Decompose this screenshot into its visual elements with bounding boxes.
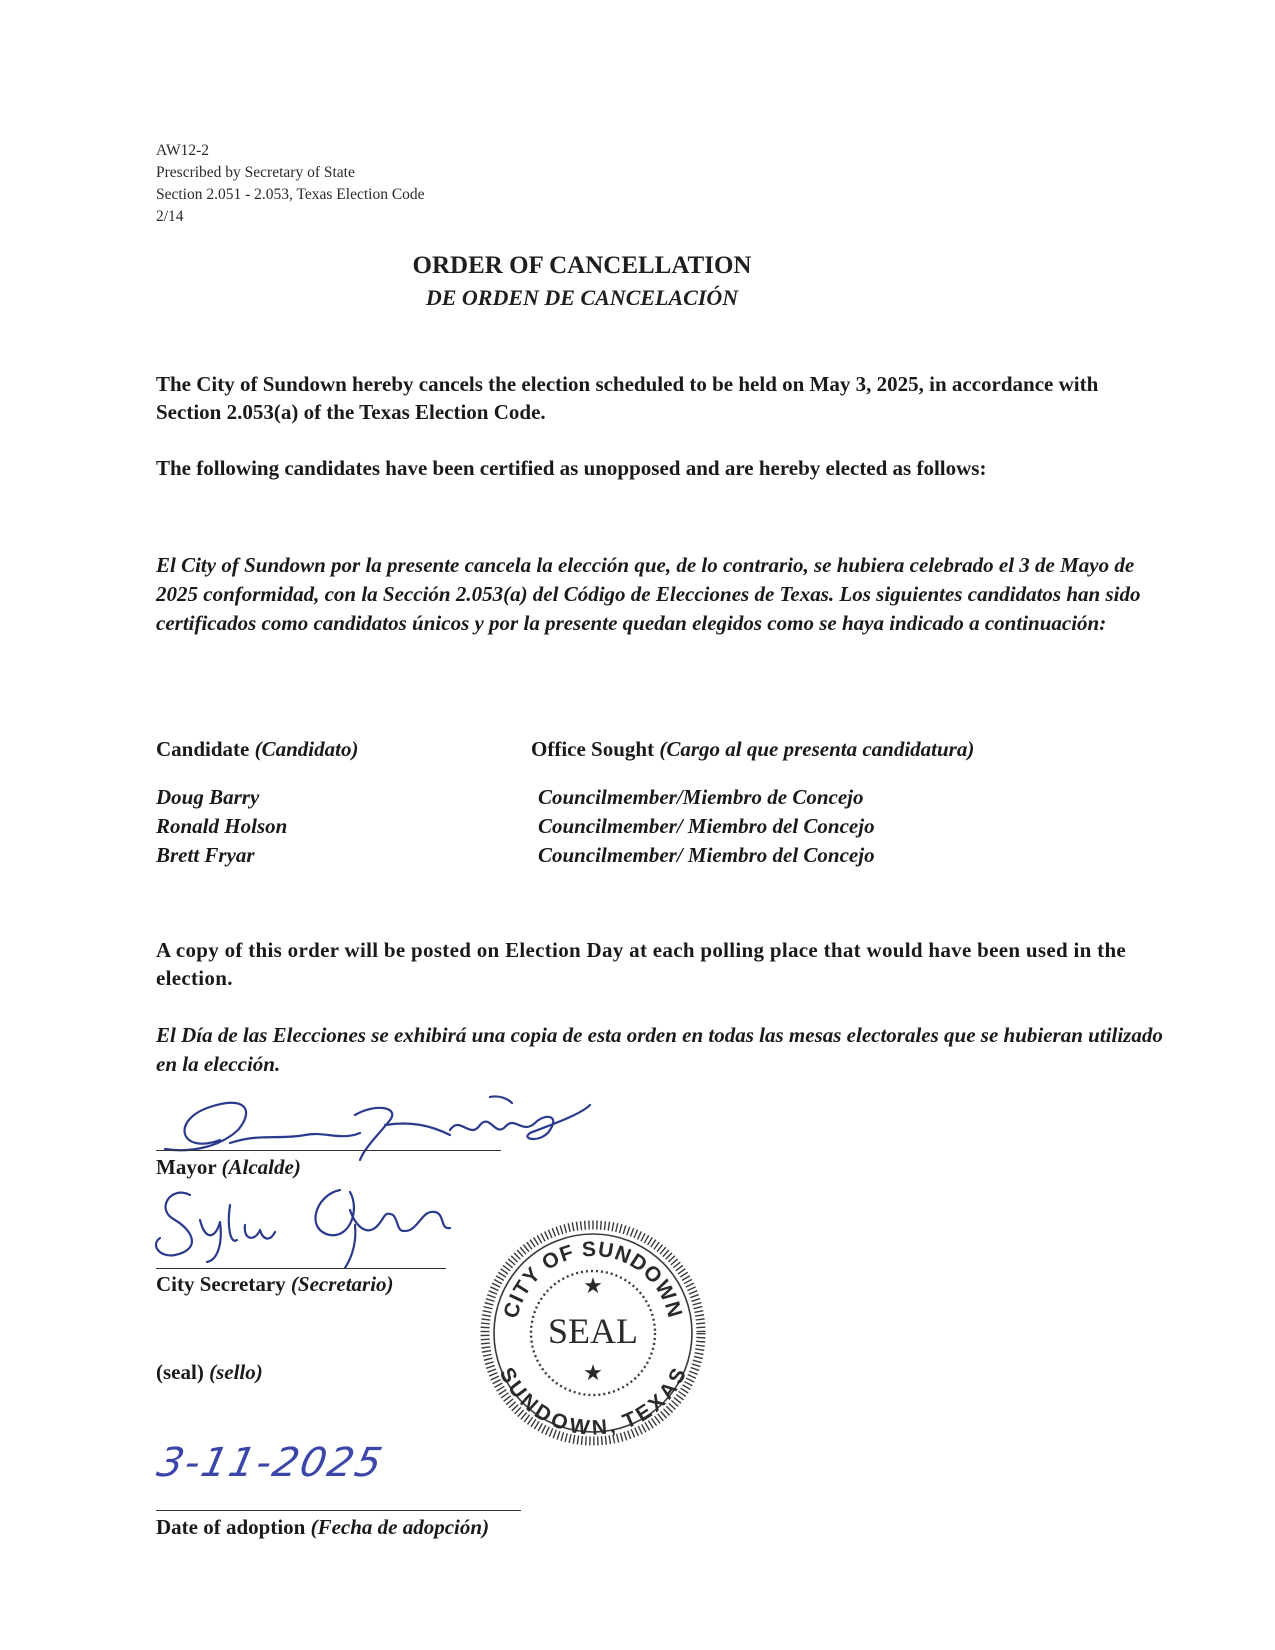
mayor-label-en: Mayor [156, 1155, 217, 1179]
date-label-es: (Fecha de adopción) [310, 1515, 490, 1539]
spanish-posting-notice: El Día de las Elecciones se exhibirá una copia de esta orden en todas las mesas electorales que se hubieran utilizado en la elección. [156, 1023, 1163, 1076]
handwritten-date: 3-11-2025 [153, 1440, 388, 1486]
office-header-en: Office Sought [531, 737, 655, 761]
posting-notice: A copy of this order will be posted on Election Day at each polling place that would have been used in the election. [156, 938, 1127, 990]
candidate-name: Brett Fryar [156, 843, 255, 867]
candidate-column-header [156, 737, 358, 762]
office-column-header [531, 737, 974, 762]
date-signature-line [156, 1510, 521, 1511]
candidate-office: Councilmember/ Miembro del Concejo [538, 814, 875, 838]
city-seal-stamp [478, 1218, 708, 1448]
office-header-es: (Cargo al que presenta candidatura) [659, 737, 975, 761]
candidate-office: Councilmember/ Miembro del Concejo [538, 843, 875, 867]
cancellation-statement: The City of Sundown hereby cancels the election scheduled to be held on May 3, 2025, in accordance with Section 2.053(a) of the Texas Election Code. [156, 372, 1099, 424]
seal-top-text: CITY OF SUNDOWN [499, 1237, 687, 1321]
candidate-header-es: (Candidato) [254, 737, 359, 761]
secretary-label [156, 1272, 394, 1297]
certification-statement: The following candidates have been certified as unopposed and are hereby elected as follows: [156, 456, 987, 480]
document-title: ORDER OF CANCELLATION [412, 252, 752, 279]
candidate-header-en: Candidate [156, 737, 250, 761]
seal-bottom-text: SUNDOWN, TEXAS [494, 1363, 692, 1440]
form-number: AW12-2 [156, 142, 209, 159]
form-code-section: Section 2.051 - 2.053, Texas Election Code [156, 186, 425, 203]
document-subtitle: DE ORDEN DE CANCELACIÓN [425, 285, 739, 310]
form-revision-date: 2/14 [156, 208, 184, 225]
candidate-name: Ronald Holson [156, 814, 288, 838]
mayor-label-es: (Alcalde) [221, 1155, 301, 1179]
form-metadata [156, 140, 425, 228]
secretary-label-en: City Secretary [156, 1272, 286, 1296]
spanish-statement: El City of Sundown por la presente cancela la elección que, de lo contrario, se hubiera celebrado el 3 de Mayo de 2025 conformidad, con la Sección 2.053(a) del Código de Elecciones de Texas. Los siguientes candidatos han sido certificados como candidatos únicos y por la presente quedan elegidos como se haya indicado a continuación: [156, 553, 1141, 635]
candidate-office: Councilmember/Miembro de Concejo [538, 785, 864, 809]
candidate-name: Doug Barry [156, 785, 260, 809]
seal-label-en: (seal) [156, 1360, 204, 1384]
secretary-signature-line [156, 1268, 446, 1269]
seal-label-es: (sello) [209, 1360, 263, 1384]
seal-star-bottom-icon: ★ [583, 1361, 603, 1386]
seal-label [156, 1360, 263, 1385]
date-label [156, 1515, 489, 1540]
secretary-signature [145, 1150, 475, 1270]
seal-center-text: SEAL [548, 1311, 638, 1351]
date-label-en: Date of adoption [156, 1515, 306, 1539]
seal-star-top-icon: ★ [583, 1274, 603, 1299]
form-prescribed-by: Prescribed by Secretary of State [156, 164, 355, 181]
secretary-label-es: (Secretario) [290, 1272, 394, 1296]
